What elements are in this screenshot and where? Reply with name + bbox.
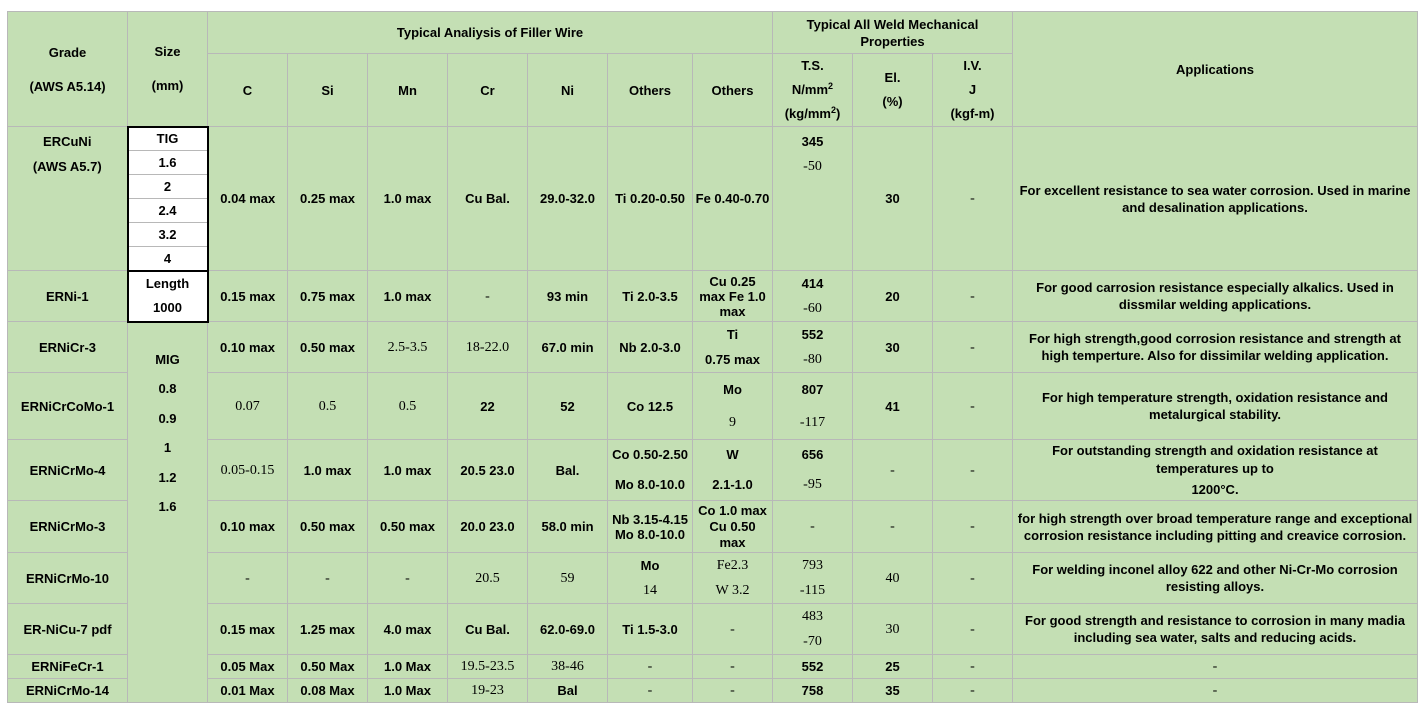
cell-application: For good strength and resistance to corrosion in many madia including sea water, salts and reducing acids. bbox=[1013, 604, 1418, 655]
cell-iv: - bbox=[933, 604, 1013, 655]
cell-others-1: - bbox=[608, 679, 693, 703]
cell-ts: 483 -70 bbox=[773, 604, 853, 655]
grade-ernicrmo-4: ERNiCrMo-4 bbox=[8, 440, 128, 501]
cell-si: 0.50 max bbox=[288, 501, 368, 553]
cell-el: 20 bbox=[853, 271, 933, 322]
cell-others-1: Co 12.5 bbox=[608, 373, 693, 440]
cell-others-1: Nb 2.0-3.0 bbox=[608, 322, 693, 373]
cell-application: For excellent resistance to sea water corrosion. Used in marine and desalination applications. bbox=[1013, 127, 1418, 271]
cell-ni: 62.0-69.0 bbox=[528, 604, 608, 655]
size-tig-label: TIG bbox=[128, 127, 208, 151]
cell-el: 30 bbox=[853, 604, 933, 655]
cell-ts: - bbox=[773, 501, 853, 553]
cell-si: 0.5 bbox=[288, 373, 368, 440]
grade-ercuni: ERCuNi (AWS A5.7) bbox=[8, 127, 128, 271]
cell-ts: 345 -50 bbox=[773, 127, 853, 271]
cell-iv: - bbox=[933, 440, 1013, 501]
cell-c: 0.10 max bbox=[208, 322, 288, 373]
col-c: C bbox=[208, 54, 288, 127]
col-ts: T.S. $N/mm^2$ $(kg/mm^2)$ bbox=[773, 54, 853, 127]
cell-others-2: Mo 9 bbox=[693, 373, 773, 440]
grade-ernifecr-1: ERNiFeCr-1 bbox=[8, 655, 128, 679]
cell-others-1: Ti 0.20-0.50 bbox=[608, 127, 693, 271]
col-si: Si bbox=[288, 54, 368, 127]
cell-si: 1.25 max bbox=[288, 604, 368, 655]
cell-iv: - bbox=[933, 127, 1013, 271]
cell-iv: - bbox=[933, 679, 1013, 703]
cell-others-1: Mo 14 bbox=[608, 553, 693, 604]
cell-others-1: Nb 3.15-4.15 Mo 8.0-10.0 bbox=[608, 501, 693, 553]
cell-el: - bbox=[853, 440, 933, 501]
cell-ts: 793 -115 bbox=[773, 553, 853, 604]
cell-cr: Cu Bal. bbox=[448, 604, 528, 655]
col-ni: Ni bbox=[528, 54, 608, 127]
cell-el: 25 bbox=[853, 655, 933, 679]
cell-others-1: - bbox=[608, 655, 693, 679]
cell-application: - bbox=[1013, 655, 1418, 679]
cell-c: 0.07 bbox=[208, 373, 288, 440]
col-others-2: Others bbox=[693, 54, 773, 127]
col-el: El. (%) bbox=[853, 54, 933, 127]
cell-el: - bbox=[853, 501, 933, 553]
cell-iv: - bbox=[933, 501, 1013, 553]
grade-ernicrmo-14: ERNiCrMo-14 bbox=[8, 679, 128, 703]
cell-iv: - bbox=[933, 553, 1013, 604]
size-mig: MIG 0.8 0.9 1 1.2 1.6 bbox=[128, 322, 208, 703]
cell-mn: - bbox=[368, 553, 448, 604]
cell-cr: 19-23 bbox=[448, 679, 528, 703]
cell-si: 0.50 Max bbox=[288, 655, 368, 679]
col-others-1: Others bbox=[608, 54, 693, 127]
cell-mn: 1.0 max bbox=[368, 127, 448, 271]
cell-application: For good carrosion resistance especially alkalics. Used in dissmilar welding applications. bbox=[1013, 271, 1418, 322]
cell-el: 41 bbox=[853, 373, 933, 440]
cell-ni: 93 min bbox=[528, 271, 608, 322]
cell-cr: 18-22.0 bbox=[448, 322, 528, 373]
grade-ernicr-3: ERNiCr-3 bbox=[8, 322, 128, 373]
cell-ni: 38-46 bbox=[528, 655, 608, 679]
grade-er-nicu-7: ER-NiCu-7 pdf bbox=[8, 604, 128, 655]
cell-others-2: Co 1.0 max Cu 0.50 max bbox=[693, 501, 773, 553]
cell-others-2: - bbox=[693, 679, 773, 703]
cell-others-2: Cu 0.25 max Fe 1.0 max bbox=[693, 271, 773, 322]
analysis-header: Typical Analiysis of Filler Wire bbox=[208, 12, 773, 54]
cell-mn: 0.50 max bbox=[368, 501, 448, 553]
mechanical-header: Typical All Weld Mechanical Properties bbox=[773, 12, 1013, 54]
cell-c: 0.04 max bbox=[208, 127, 288, 271]
cell-c: 0.05 Max bbox=[208, 655, 288, 679]
cell-ni: Bal bbox=[528, 679, 608, 703]
cell-cr: 20.5 bbox=[448, 553, 528, 604]
size-tig-4: 4 bbox=[128, 247, 208, 271]
cell-others-2: - bbox=[693, 655, 773, 679]
grade-header: Grade (AWS A5.14) bbox=[8, 12, 128, 127]
cell-mn: 1.0 Max bbox=[368, 679, 448, 703]
cell-mn: 2.5-3.5 bbox=[368, 322, 448, 373]
filler-wire-table bbox=[7, 11, 1418, 703]
cell-ni: 58.0 min bbox=[528, 501, 608, 553]
cell-mn: 0.5 bbox=[368, 373, 448, 440]
col-iv: I.V. J (kgf-m) bbox=[933, 54, 1013, 127]
cell-cr: 20.0 23.0 bbox=[448, 501, 528, 553]
cell-si: 0.25 max bbox=[288, 127, 368, 271]
cell-ni: 67.0 min bbox=[528, 322, 608, 373]
cell-c: 0.01 Max bbox=[208, 679, 288, 703]
cell-cr: 22 bbox=[448, 373, 528, 440]
cell-application: For high strength,good corrosion resistance and strength at high temperture. Also for dissimilar welding application. bbox=[1013, 322, 1418, 373]
cell-iv: - bbox=[933, 655, 1013, 679]
grade-erni-1: ERNi-1 bbox=[8, 271, 128, 322]
cell-c: 0.15 max bbox=[208, 604, 288, 655]
size-tig-1-6: 1.6 bbox=[128, 151, 208, 175]
cell-cr: 19.5-23.5 bbox=[448, 655, 528, 679]
col-cr: Cr bbox=[448, 54, 528, 127]
cell-others-2: W 2.1-1.0 bbox=[693, 440, 773, 501]
cell-el: 40 bbox=[853, 553, 933, 604]
grade-ernicrcomo-1: ERNiCrCoMo-1 bbox=[8, 373, 128, 440]
cell-iv: - bbox=[933, 373, 1013, 440]
cell-others-1: Co 0.50-2.50 Mo 8.0-10.0 bbox=[608, 440, 693, 501]
cell-el: 30 bbox=[853, 127, 933, 271]
cell-application: For welding inconel alloy 622 and other Ni-Cr-Mo corrosion resisting alloys. bbox=[1013, 553, 1418, 604]
cell-ts: 807 -117 bbox=[773, 373, 853, 440]
cell-mn: 1.0 max bbox=[368, 440, 448, 501]
size-length: Length 1000 bbox=[128, 271, 208, 322]
cell-c: 0.15 max bbox=[208, 271, 288, 322]
cell-application: For outstanding strength and oxidation resistance at temperatures up to 1200°C. bbox=[1013, 440, 1418, 501]
cell-others-1: Ti 1.5-3.0 bbox=[608, 604, 693, 655]
cell-el: 30 bbox=[853, 322, 933, 373]
cell-ts: 414 -60 bbox=[773, 271, 853, 322]
cell-ni: 29.0-32.0 bbox=[528, 127, 608, 271]
cell-others-2: Ti 0.75 max bbox=[693, 322, 773, 373]
cell-cr: - bbox=[448, 271, 528, 322]
cell-iv: - bbox=[933, 271, 1013, 322]
cell-si: 0.08 Max bbox=[288, 679, 368, 703]
col-mn: Mn bbox=[368, 54, 448, 127]
cell-el: 35 bbox=[853, 679, 933, 703]
size-tig-2-4: 2.4 bbox=[128, 199, 208, 223]
cell-cr: Cu Bal. bbox=[448, 127, 528, 271]
cell-others-2: Fe 0.40-0.70 bbox=[693, 127, 773, 271]
grade-ernicrmo-3: ERNiCrMo-3 bbox=[8, 501, 128, 553]
cell-c: 0.10 max bbox=[208, 501, 288, 553]
cell-ts: 552 bbox=[773, 655, 853, 679]
grade-ernicrmo-10: ERNiCrMo-10 bbox=[8, 553, 128, 604]
cell-ts: 656 -95 bbox=[773, 440, 853, 501]
size-tig-3-2: 3.2 bbox=[128, 223, 208, 247]
cell-c: 0.05-0.15 bbox=[208, 440, 288, 501]
cell-application: For high temperature strength, oxidation resistance and metalurgical stability. bbox=[1013, 373, 1418, 440]
cell-others-2: Fe2.3 W 3.2 bbox=[693, 553, 773, 604]
cell-application: for high strength over broad temperature range and exceptional corrosion resistance including pitting and creavice corrosion. bbox=[1013, 501, 1418, 553]
cell-si: 0.50 max bbox=[288, 322, 368, 373]
size-tig-2: 2 bbox=[128, 175, 208, 199]
cell-ni: 59 bbox=[528, 553, 608, 604]
cell-others-2: - bbox=[693, 604, 773, 655]
cell-ts: 552 -80 bbox=[773, 322, 853, 373]
cell-mn: 4.0 max bbox=[368, 604, 448, 655]
cell-ni: 52 bbox=[528, 373, 608, 440]
cell-iv: - bbox=[933, 322, 1013, 373]
cell-others-1: Ti 2.0-3.5 bbox=[608, 271, 693, 322]
cell-ni: Bal. bbox=[528, 440, 608, 501]
cell-ts: 758 bbox=[773, 679, 853, 703]
cell-si: 1.0 max bbox=[288, 440, 368, 501]
cell-mn: 1.0 max bbox=[368, 271, 448, 322]
cell-mn: 1.0 Max bbox=[368, 655, 448, 679]
cell-si: 0.75 max bbox=[288, 271, 368, 322]
cell-si: - bbox=[288, 553, 368, 604]
cell-application: - bbox=[1013, 679, 1418, 703]
cell-c: - bbox=[208, 553, 288, 604]
cell-cr: 20.5 23.0 bbox=[448, 440, 528, 501]
applications-header: Applications bbox=[1013, 12, 1418, 127]
size-header: Size (mm) bbox=[128, 12, 208, 127]
